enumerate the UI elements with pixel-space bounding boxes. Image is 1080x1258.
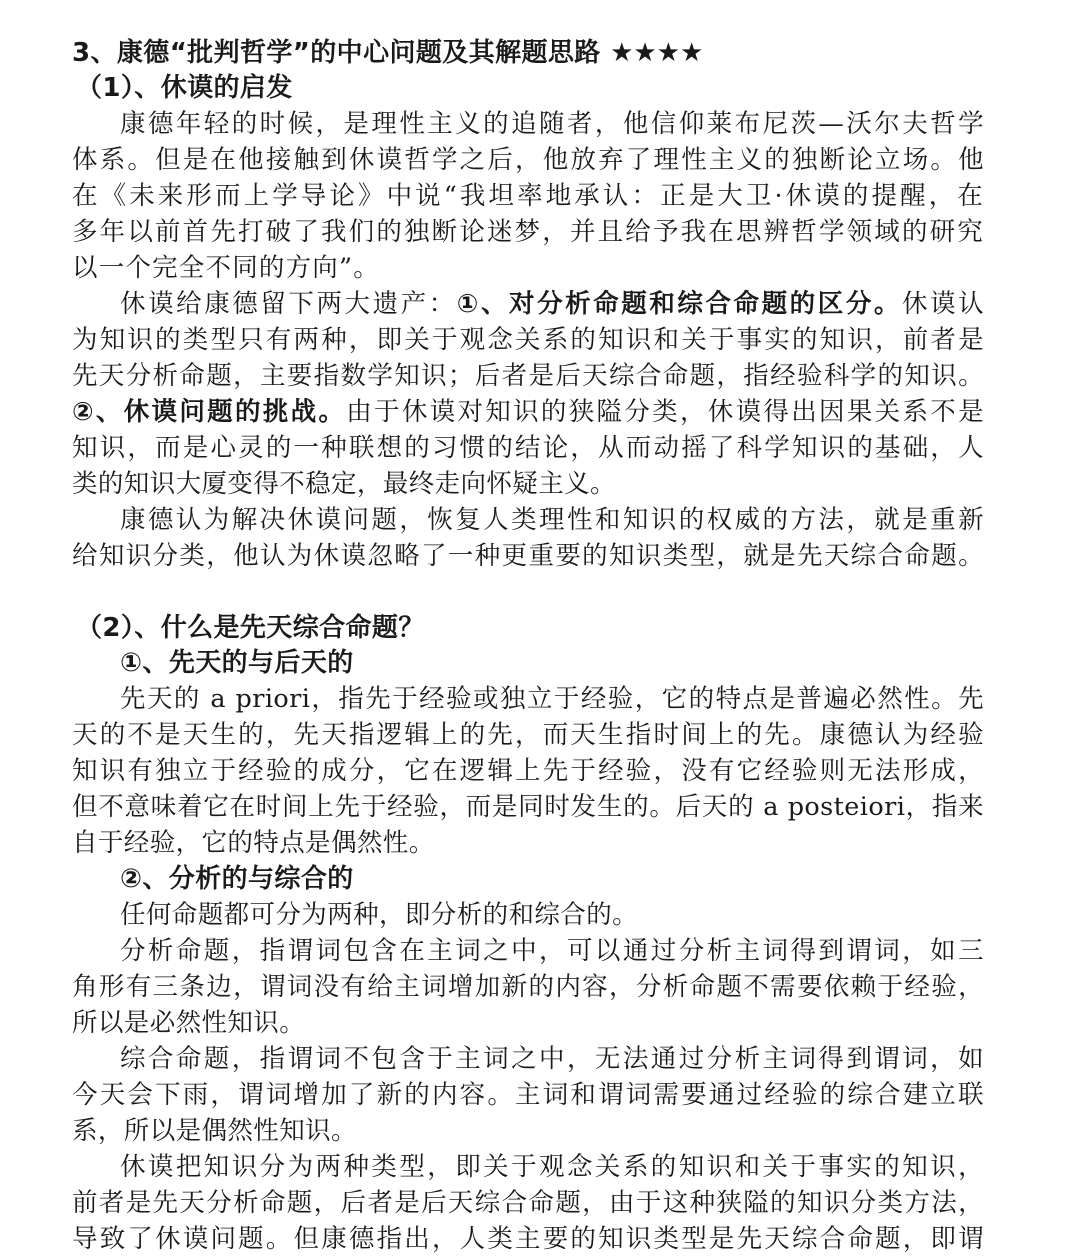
sub1-line: 但不意味着它在时间上先于经验，而是同时发生的。后天的 a posteiori，指来 xyxy=(72,792,984,822)
analytic-line: 所以是必然性知识。 xyxy=(72,1008,306,1038)
part1-p2-line: ②、休谟问题的挑战。由于休谟对知识的狭隘分类，休谟得出因果关系不是 xyxy=(72,397,984,427)
part2-heading: （2）、什么是先天综合命题？ xyxy=(76,613,425,643)
sub2-heading: ②、分析的与综合的 xyxy=(120,864,354,894)
part1-p3-line: 给知识分类，他认为休谟忽略了一种更重要的知识类型，就是先天综合命题。 xyxy=(72,541,984,571)
sub1-line: 天的不是天生的，先天指逻辑上的先，而天生指时间上的先。康德认为经验 xyxy=(72,720,984,750)
legacy-1-label: ①、对分析命题和综合命题的区分。 xyxy=(456,289,902,319)
part1-p1-line: 多年以前首先打破了我们的独断论迷梦，并且给予我在思辨哲学领域的研究 xyxy=(72,217,984,247)
sub1-line: 知识有独立于经验的成分，它在逻辑上先于经验，没有它经验则无法形成， xyxy=(72,756,984,786)
part1-p1-line: 以一个完全不同的方向”。 xyxy=(72,253,380,283)
analytic-line: 角形有三条边，谓词没有给主词增加新的内容，分析命题不需要依赖于经验， xyxy=(72,972,984,1002)
legacy-2-label: ②、休谟问题的挑战。 xyxy=(72,397,347,427)
synthetic-line: 系，所以是偶然性知识。 xyxy=(72,1116,357,1146)
part1-p2-line: 知识，而是心灵的一种联想的习惯的结论，从而动摇了科学知识的基础，人 xyxy=(72,433,984,463)
sub1-line: 先天的 a priori，指先于经验或独立于经验，它的特点是普遍必然性。先 xyxy=(120,684,984,714)
part1-p2-line: 先天分析命题，主要指数学知识；后者是后天综合命题，指经验科学的知识。 xyxy=(72,361,984,391)
part1-p1-line: 体系。但是在他接触到休谟哲学之后，他放弃了理性主义的独断论立场。他 xyxy=(72,145,984,175)
part1-p2-line: 休谟给康德留下两大遗产：①、对分析命题和综合命题的区分。休谟认 xyxy=(120,289,984,319)
hume-line: 导致了休谟问题。但康德指出，人类主要的知识类型是先天综合命题，即谓 xyxy=(72,1224,984,1254)
hume-line: 休谟把知识分为两种类型，即关于观念关系的知识和关于事实的知识， xyxy=(120,1152,984,1182)
part1-p3-line: 康德认为解决休谟问题，恢复人类理性和知识的权威的方法，就是重新 xyxy=(120,505,984,535)
sub1-heading: ①、先天的与后天的 xyxy=(120,648,354,678)
sub1-line: 自于经验，它的特点是偶然性。 xyxy=(72,828,435,858)
watermark-top: ​ xyxy=(138,90,162,313)
section-title: 3、康德“批判哲学”的中心问题及其解题思路 ★★★★ xyxy=(72,38,704,68)
sub2-intro: 任何命题都可分为两种，即分析的和综合的。 xyxy=(120,900,639,930)
part1-p1-line: 在《未来形而上学导论》中说“我坦率地承认：正是大卫·休谟的提醒，在 xyxy=(72,181,984,211)
synthetic-line: 综合命题，指谓词不包含于主词之中，无法通过分析主词得到谓词，如 xyxy=(120,1044,984,1074)
part1-p2-line: 为知识的类型只有两种，即关于观念关系的知识和关于事实的知识，前者是 xyxy=(72,325,984,355)
part1-heading: （1）、休谟的启发 xyxy=(76,73,293,103)
synthetic-line: 今天会下雨，谓词增加了新的内容。主词和谓词需要通过经验的综合建立联 xyxy=(72,1080,984,1110)
analytic-line: 分析命题，指谓词包含在主词之中，可以通过分析主词得到谓词，如三 xyxy=(120,936,984,966)
hume-line: 前者是先天分析命题，后者是后天综合命题，由于这种狭隘的知识分类方法， xyxy=(72,1188,984,1218)
rating-stars: ★★★★ xyxy=(610,38,704,68)
part1-p2-line: 类的知识大厦变得不稳定，最终走向怀疑主义。 xyxy=(72,469,616,499)
part1-p1-line: 康德年轻的时候，是理性主义的追随者，他信仰莱布尼茨—沃尔夫哲学 xyxy=(120,109,984,139)
